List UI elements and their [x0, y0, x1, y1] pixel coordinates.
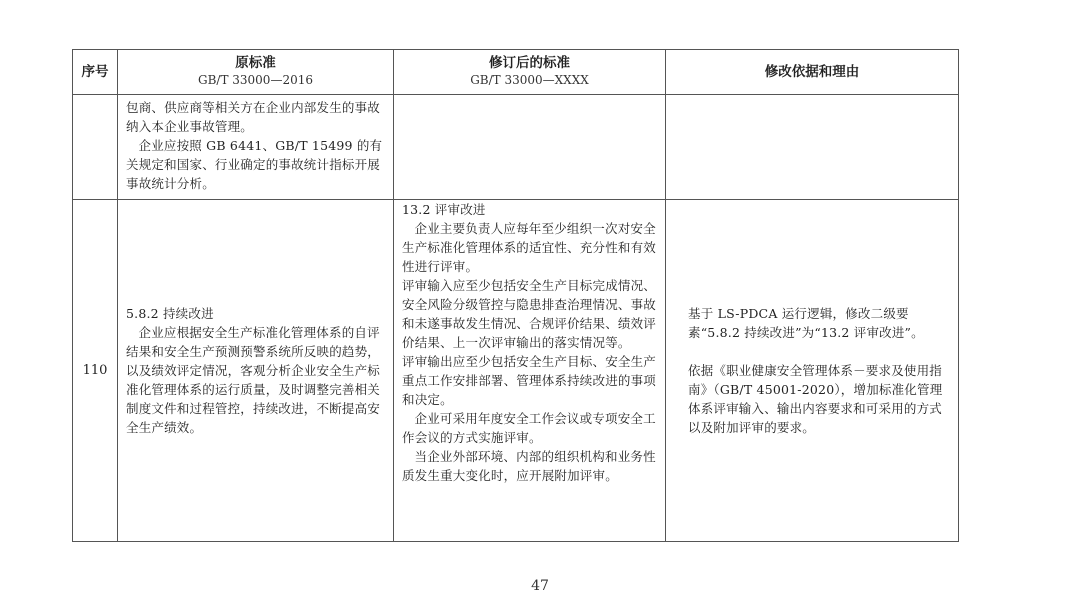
paragraph: 评审输入应至少包括安全生产目标完成情况、安全风险分级管控与隐患排查治理情况、事故和未遂事故发生情况、合规评价结果、绩效评价结果、上一次评审输出的落实情况等。 [402, 278, 657, 350]
paragraph: 企业主要负责人应每年至少组织一次对安全生产标准化管理体系的适宜性、充分性和有效性进行评审。 [402, 221, 657, 274]
cell-reason [666, 200, 959, 542]
paragraph: 依据《职业健康安全管理体系－要求及使用指南》（GB/T 45001-2020），增加标准化管理体系评审输入、输出内容要求和可采用的方式以及附加评审的要求。 [688, 363, 943, 435]
paragraph: 基于 LS-PDCA 运行逻辑，修改二级要素“5.8.2 持续改进”为“13.2 评审改进”。 [688, 306, 924, 340]
section-heading: 5.8.2 持续改进 [126, 306, 214, 321]
header-original [118, 50, 394, 95]
header-revised [394, 50, 666, 95]
header-original-sub: GB/T 33000—2016 [198, 73, 313, 87]
reason-text [666, 304, 958, 437]
cell-revised [394, 200, 666, 542]
table-row-110 [73, 200, 959, 542]
cell-no-empty [73, 95, 118, 200]
comparison-table [72, 49, 959, 542]
paragraph: 当企业外部环境、内部的组织机构和业务性质发生重大变化时，应开展附加评审。 [402, 449, 656, 483]
header-row [73, 50, 959, 95]
cell-original-continued [118, 95, 394, 200]
original-text [118, 304, 393, 437]
original-text [118, 95, 393, 193]
paragraph: 包商、供应商等相关方在企业内部发生的事故纳入本企业事故管理。 [126, 100, 381, 134]
header-revised-title: 修订后的标准 [489, 55, 570, 71]
paragraph: 企业可采用年度安全工作会议或专项安全工作会议的方式实施评审。 [402, 411, 656, 445]
paragraph: 企业应根据安全生产标准化管理体系的自评结果和安全生产预测预警系统所反映的趋势，以及绩效评定情况，客观分析企业安全生产标准化管理体系的运行质量，及时调整完善相关制度文件和过程管控，持续改进，不断提高安全生产绩效。 [126, 325, 381, 435]
section-heading: 13.2 评审改进 [402, 202, 486, 217]
paragraph: 企业应按照 GB 6441、GB/T 15499 的有关规定和国家、行业确定的事故统计指标开展事故统计分析。 [126, 138, 383, 191]
cell-reason-empty [666, 95, 959, 200]
header-revised-sub: GB/T 33000—XXXX [470, 73, 589, 87]
revised-text [394, 200, 665, 485]
header-no: 序号 [73, 50, 118, 95]
cell-revised-empty [394, 95, 666, 200]
cell-original [118, 200, 394, 542]
page-number: 47 [531, 578, 549, 594]
header-original-title: 原标准 [235, 55, 276, 71]
table-row-continued [73, 95, 959, 200]
header-reason: 修改依据和理由 [666, 50, 959, 95]
paragraph: 评审输出应至少包括安全生产目标、安全生产重点工作安排部署、管理体系持续改进的事项和决定。 [402, 354, 657, 407]
row-number: 110 [73, 200, 118, 542]
